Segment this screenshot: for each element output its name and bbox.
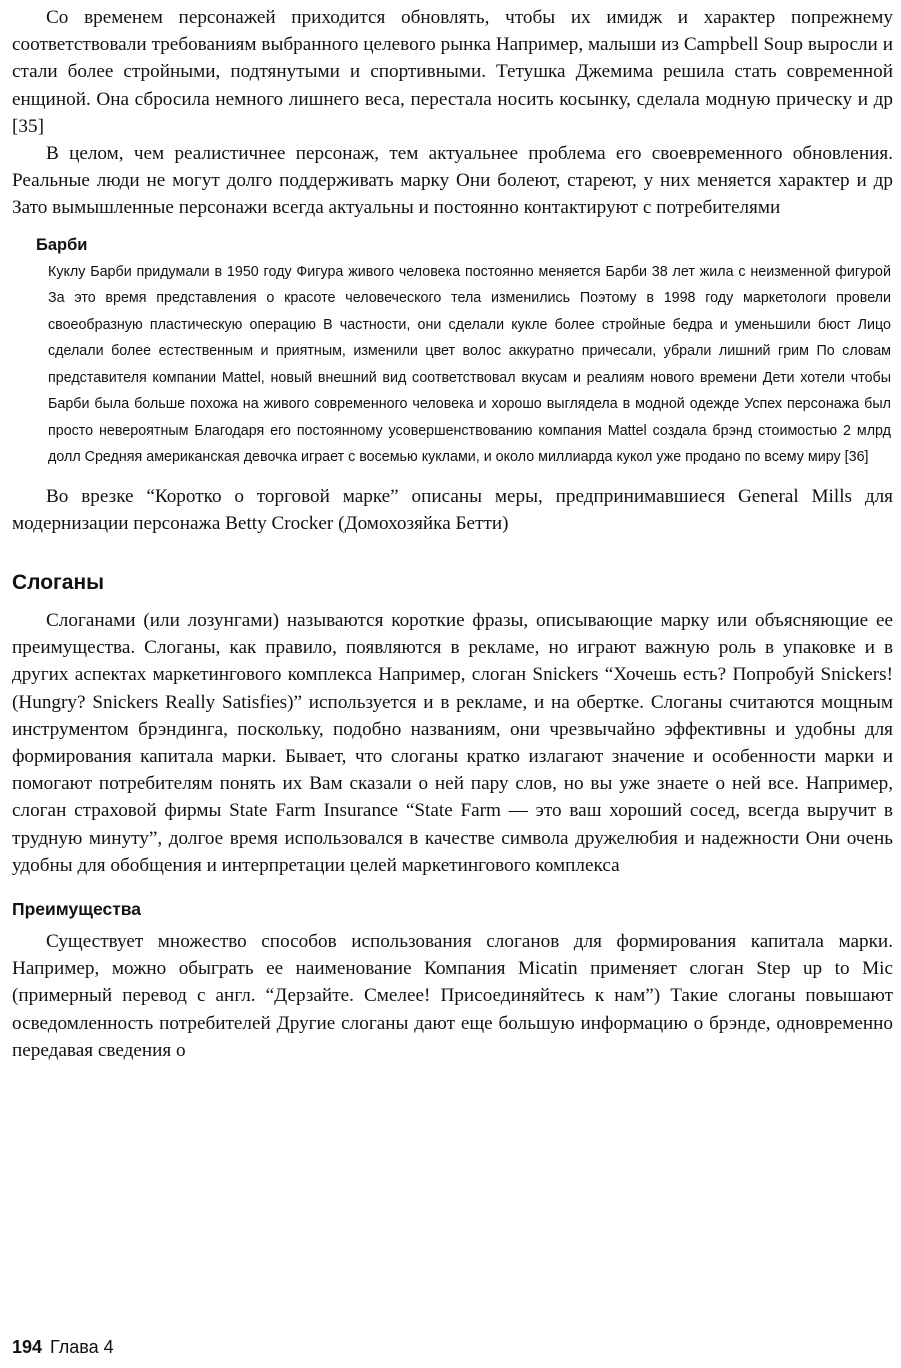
page-number: 194 [12,1337,43,1357]
paragraph-realistic-characters: В целом, чем реалистичнее персонаж, тем актуальнее проблема его своевременного обновления. Реальные люди не могут долго поддерживать марку Они болеют, стареют, у них меняется характер и др Зато вымышленные персонажи всегда актуальны и постоянно контактируют с потребителями [12,143,893,219]
sidebar-barbie [12,236,893,471]
chapter-label: Глава 4 [50,1337,114,1357]
section-heading-slogans: Слоганы [12,571,105,595]
paragraph-slogans-usage: Существует множество способов использования слоганов для формирования капитала марки. Например, можно обыграть ее наименование Компания Micatin применяет слоган Step up to Mic (примерный перевод с англ. “Дерзайте. Смелее! Присоединяйтесь к нам”) Такие слоганы повышают осведомленность потребителей Другие слоганы дают еще большую информацию о брэнде, одновременно передавая сведения о [12,931,893,1061]
paragraph-slogans-definition: Слоганами (или лозунгами) называются короткие фразы, описывающие марку или объясняющие ее преимущества. Слоганы, как правило, появляются в рекламе, но играют важную роль в упаковке и в других аспектах маркетингового комплекса Например, слоган Snickers “Хочешь есть? Попробуй Snickers! (Hungry? Snickers Really Satisfies)” используется и в рекламе, и на обертке. Слоганы считаются мощным инструментом брэндинга, поскольку, подобно названиям, они чрезвычайно эффективны и удобны для формирования капитала марки. Бывает, что слоганы кратко излагают значение и особенности марки и помогают потребителям понять их Вам сказали о ней пару слов, но вы уже знаете о ней все. Например, слоган страховой фирмы State Farm Insurance “State Farm — это ваш хороший сосед, всегда выручит в трудную минуту”, долгое время использовался в качестве символа дружелюбия и надежности Они очень удобны для обобщения и интерпретации целей маркетингового комплекса [12,610,893,876]
sidebar-title: Барби [36,235,88,254]
paragraph-characters-update: Со временем персонажей приходится обновлять, чтобы их имидж и характер попрежнему соответствовали требованиям выбранного целевого рынка Например, малыши из Campbell Soup выросли и стали более стройными, подтянутыми и спортивными. Тетушка Джемима решила стать современной енщиной. Она сбросила немного лишнего веса, перестала носить косынку, сделала модную прическу и др [35] [12,7,893,137]
paragraph-betty-crocker: Во врезке “Коротко о торговой марке” описаны меры, предпринимавшиеся General Mills для модернизации персонажа Betty Crocker (Домохозяйка Бетти) [12,485,893,534]
page-footer [12,1337,114,1358]
subsection-heading-advantages: Преимущества [12,899,142,920]
sidebar-text: Куклу Барби придумали в 1950 году Фигура живого человека постоянно меняется Барби 38 лет жила с неизменной фигурой За это время представления о красоте человеческого тела изменились Поэтому в 1998 году маркетологи провели своеобразную пластическую операцию В частности, они сделали кукле более стройные бедра и уменьшили бюст Лицо сделали более естественным и приятным, изменили цвет волос аккуратно причесали, убрали лишний грим По словам представителя компании Mattel, новый внешний вид соответствовал вкусам и реалиям нового времени Дети хотели чтобы Барби была больше похожа на живого современного человека и хорошо выглядела в модной одежде Успех персонажа был просто невероятным Благодаря его постоянному усовершенствованию компания Mattel создала брэнд стоимостью 2 млрд долл Средняя американская девочка играет с восемью куклами, и около миллиарда кукол уже продано по всему миру [36] [48,263,891,466]
